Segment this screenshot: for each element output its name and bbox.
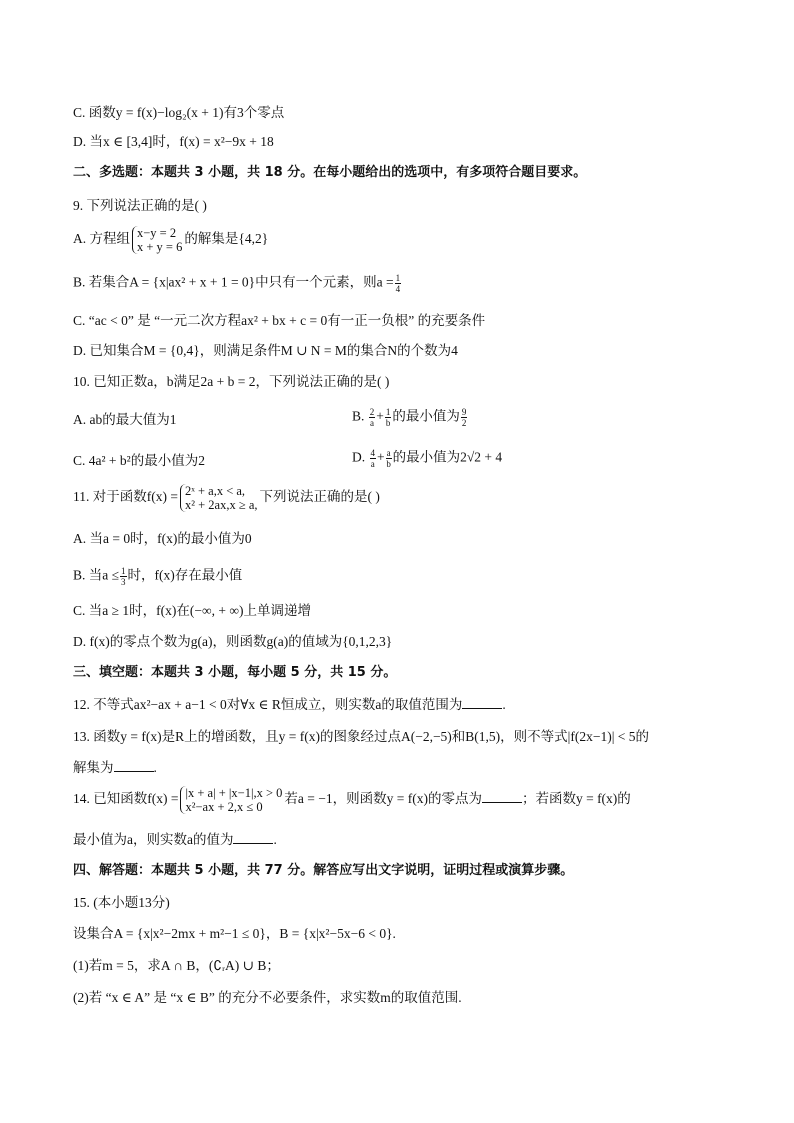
q10b-fraction-3 xyxy=(461,407,468,428)
q13-line-1: 13. 函数y = f(x)是R上的增函数，且y = f(x)的图象经过点A(−2,−5)和B(1,5)，则不等式|f(2x−1)| < 5的 xyxy=(73,729,650,744)
q9a-system xyxy=(132,226,182,254)
q9-option-a xyxy=(73,226,268,254)
q9-option-d: D. 已知集合M = {0,4}，则满足条件M ∪ N = M的集合N的个数为4 xyxy=(73,343,458,358)
q8-option-d: D. 当x ∈ [3,4]时，f(x) = x²−9x + 18 xyxy=(73,134,274,149)
section-3-heading: 三、填空题：本题共 3 小题，每小题 5 分，共 15 分。 xyxy=(73,665,397,680)
q9a-eq2: x + y = 6 xyxy=(137,240,183,254)
q11-piece-2: x² + 2ax,x ≥ a, xyxy=(184,498,258,512)
q11-stem xyxy=(73,484,380,512)
q11b-fraction xyxy=(120,566,127,587)
q14-line-2 xyxy=(73,831,277,849)
q10d-text: 的最小值为2√2 + 4 xyxy=(392,449,503,465)
q15-sets: 设集合A = {x|x²−2mx + m²−1 ≤ 0}，B = {x|x²−5x−6 < 0}. xyxy=(73,926,396,941)
fraction-denominator: 4 xyxy=(395,284,401,294)
q10-stem: 10. 已知正数a，b满足2a + b = 2，下列说法正确的是( ) xyxy=(73,374,390,389)
q11-option-d: D. f(x)的零点个数为g(a)，则函数g(a)的值域为{0,1,2,3} xyxy=(73,634,393,649)
q9a-suffix: 的解集是{4,2} xyxy=(184,231,269,247)
q14-line-1 xyxy=(73,786,631,814)
q9-stem: 9. 下列说法正确的是( ) xyxy=(73,198,207,213)
q13-line-2 xyxy=(73,759,157,777)
q12-period: . xyxy=(502,697,506,712)
q13-period: . xyxy=(153,760,157,775)
fraction-denominator: b xyxy=(385,418,391,428)
q10b-fraction-1 xyxy=(369,407,376,428)
fraction-numerator: 1 xyxy=(385,407,391,417)
answer-blank xyxy=(114,759,154,772)
q11-piece-1: 2ˣ + a,x < a, xyxy=(184,484,246,498)
q11-prefix: 11. 对于函数f(x) = xyxy=(73,489,178,505)
section-4-heading: 四、解答题：本题共 5 小题，共 77 分。解答应写出文字说明，证明过程或演算步骤。 xyxy=(73,863,574,878)
q10-option-a: A. ab的最大值为1 xyxy=(73,412,177,427)
answer-blank xyxy=(462,696,502,709)
answer-blank xyxy=(482,790,522,803)
q15-header: 15. (本小题13分) xyxy=(73,895,170,910)
fraction-numerator: a xyxy=(386,448,391,458)
fraction-denominator: 3 xyxy=(121,577,126,587)
q14-middle: 若a = −1，则函数y = f(x)的零点为 xyxy=(284,791,482,807)
q9-option-c: C. “ac < 0” 是 “一元二次方程ax² + bx + c = 0有一正一负根” 的充要条件 xyxy=(73,313,486,328)
q11b-prefix: B. 当a ≤ xyxy=(73,567,120,583)
q14-text: 最小值为a，则实数a的值为 xyxy=(73,832,234,847)
q12-text: 12. 不等式ax²−ax + a−1 < 0对∀x ∈ R恒成立，则实数a的取值范围为 xyxy=(73,697,463,712)
fraction-numerator: 4 xyxy=(370,448,375,458)
q14-piecewise xyxy=(180,786,282,814)
section-2-heading: 二、多选题：本题共 3 小题，共 18 分。在每小题给出的选项中，有多项符合题目要求。 xyxy=(73,165,587,180)
fraction-numerator: 2 xyxy=(369,407,375,417)
q9b-text: B. 若集合A = {x|ax² + x + 1 = 0}中只有一个元素，则a = xyxy=(73,274,394,290)
q11-piecewise xyxy=(180,484,258,512)
q14-piece-1: |x + a| + |x−1|,x > 0 xyxy=(185,786,283,800)
q10b-label: B. xyxy=(352,408,365,424)
q9a-prefix: A. 方程组 xyxy=(73,231,130,247)
q10-option-c: C. 4a² + b²的最小值为2 xyxy=(73,453,205,468)
q8-option-c: C. 函数y = f(x)−log₂(x + 1)有3个零点 xyxy=(73,105,285,120)
answer-blank xyxy=(233,831,273,844)
q13-text: 解集为 xyxy=(73,760,114,775)
q9-option-b xyxy=(73,273,402,294)
q10-option-b xyxy=(352,407,468,428)
q14-prefix: 14. 已知函数f(x) = xyxy=(73,791,179,807)
q10b-text: 的最小值为 xyxy=(392,408,460,424)
q9a-eq1: x−y = 2 xyxy=(137,226,177,240)
fraction-numerator: 1 xyxy=(121,566,126,576)
q15-part-2: (2)若 “x ∈ A” 是 “x ∈ B” 的充分不必要条件，求实数m的取值范围. xyxy=(73,990,462,1005)
fraction-denominator: 2 xyxy=(461,418,467,428)
q10d-label: D. xyxy=(352,449,366,465)
q9b-fraction xyxy=(395,273,402,294)
q11-suffix: 下列说法正确的是( ) xyxy=(259,489,380,505)
q14-suffix: ；若函数y = f(x)的 xyxy=(521,791,631,807)
q11-option-c: C. 当a ≥ 1时，f(x)在(−∞, + ∞)上单调递增 xyxy=(73,603,311,618)
fraction-denominator: b xyxy=(386,459,391,469)
q15-part-1: (1)若m = 5，求A ∩ B，(∁ᵣA) ∪ B； xyxy=(73,958,280,973)
q11-option-a: A. 当a = 0时，f(x)的最小值为0 xyxy=(73,531,252,546)
plus-sign: + xyxy=(376,408,384,424)
fraction-numerator: 1 xyxy=(395,273,401,283)
q10d-fraction-2 xyxy=(386,448,392,469)
q10d-fraction-1 xyxy=(370,448,377,469)
fraction-denominator: a xyxy=(370,418,375,428)
q12 xyxy=(73,696,506,714)
q14-piece-2: x²−ax + 2,x ≤ 0 xyxy=(185,800,263,814)
q10b-fraction-2 xyxy=(385,407,392,428)
q11b-suffix: 时，f(x)存在最小值 xyxy=(127,567,243,583)
q11-option-b xyxy=(73,566,242,587)
q10-option-d xyxy=(352,448,502,469)
q14-period: . xyxy=(273,832,277,847)
plus-sign: + xyxy=(377,449,385,465)
fraction-denominator: a xyxy=(370,459,375,469)
fraction-numerator: 9 xyxy=(461,407,467,417)
